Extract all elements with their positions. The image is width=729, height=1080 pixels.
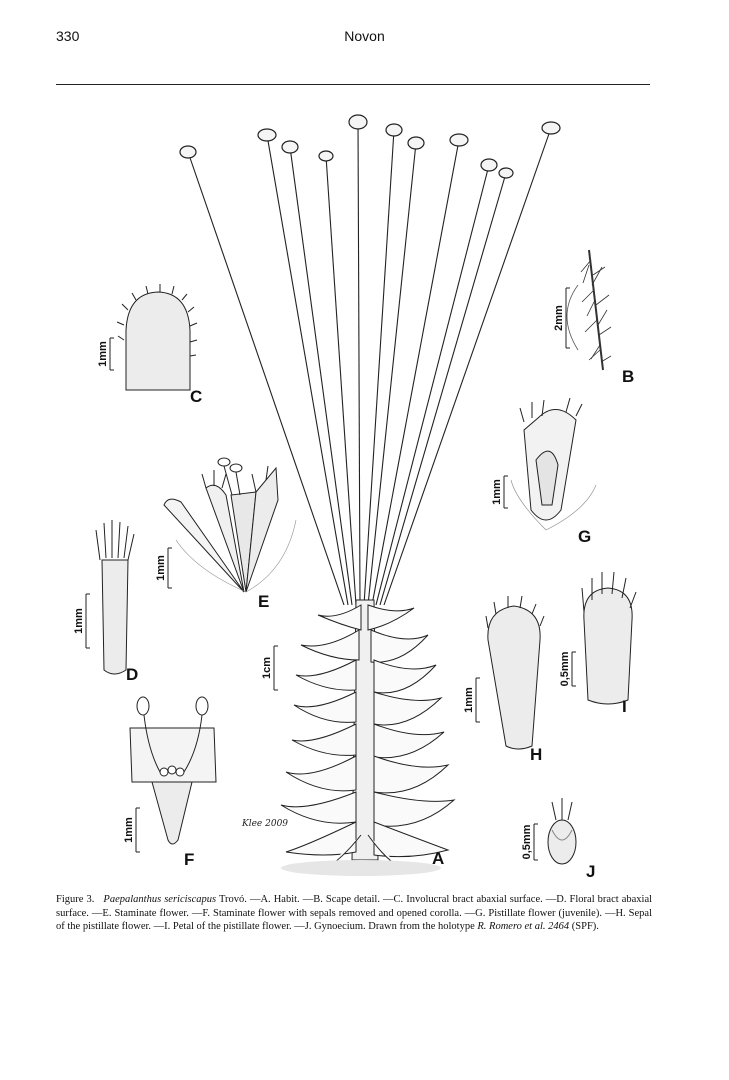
panel-label-c: C — [190, 387, 203, 406]
panel-label-b: B — [622, 367, 635, 386]
scale-label-d: 1mm — [73, 608, 85, 634]
panel-label-h: H — [530, 745, 543, 764]
panel-i-petal — [582, 572, 636, 704]
scale-label-c: 1mm — [97, 341, 109, 367]
panel-label-g: G — [578, 527, 592, 546]
botanical-plate — [56, 100, 650, 880]
scale-bar-h — [463, 678, 480, 722]
scale-label-a: 1cm — [261, 656, 273, 680]
panel-label-j: J — [586, 862, 596, 880]
running-head: Novon — [344, 28, 385, 44]
caption-collector: R. Romero et al. 2464 — [477, 921, 570, 932]
panel-j-gynoecium — [548, 798, 576, 864]
panel-label-a: A — [432, 849, 445, 868]
scale-label-b: 2mm — [553, 305, 565, 331]
panel-label-f: F — [184, 850, 195, 869]
panel-e-staminate-flower — [164, 458, 296, 592]
scale-label-j: 0,5mm — [521, 824, 533, 860]
panel-b-scape-detail — [567, 250, 611, 370]
panel-label-d: D — [126, 665, 139, 684]
scale-bar-j — [521, 824, 538, 860]
panel-c-involucral-bract — [117, 284, 197, 390]
scale-bar-b — [553, 288, 570, 348]
leaf-rosette — [281, 600, 454, 868]
scale-label-g: 1mm — [491, 479, 503, 505]
caption-herbarium: (SPF). — [571, 921, 599, 932]
scale-bar-d — [73, 594, 90, 648]
scale-bar-i — [559, 651, 576, 686]
scale-bar-g — [491, 476, 508, 508]
scale-bar-f — [123, 808, 140, 852]
scale-label-e: 1mm — [155, 555, 167, 581]
scale-label-h: 1mm — [463, 687, 475, 713]
caption-text: Trovó. —A. Habit. —B. Scape detail. —C. Involucral bract abaxial surface. —D. Floral bract abaxial surface. —E. Staminate flower. —F. Staminate flower with sepals removed and opened corolla. —G. Pistillate flower (juvenile). —H. Sepal of the pistillate flower. —I. Petal of the pistillate flower. —J. Gynoecium. Drawn from the holotype — [56, 894, 653, 932]
capitula — [180, 115, 560, 178]
scale-label-f: 1mm — [123, 817, 135, 843]
page-number: 330 — [56, 28, 80, 44]
caption-label: Figure 3. — [56, 894, 95, 905]
scale-label-i: 0,5mm — [559, 651, 571, 687]
scale-bar-a — [261, 646, 278, 690]
scale-bar-e — [155, 548, 172, 588]
header-rule — [56, 84, 650, 85]
panel-h-sepal — [486, 596, 544, 749]
figure-caption — [56, 893, 652, 934]
scale-bar-c — [97, 338, 114, 370]
artist-signature: Klee 2009 — [242, 819, 289, 829]
panel-f-opened-corolla — [130, 697, 216, 844]
panel-label-e: E — [258, 592, 270, 611]
panel-label-i: I — [622, 697, 627, 716]
panel-g-pistillate-flower — [511, 398, 596, 530]
caption-species: Paepalanthus sericiscapus — [103, 894, 217, 905]
panel-d-floral-bract — [96, 520, 134, 674]
